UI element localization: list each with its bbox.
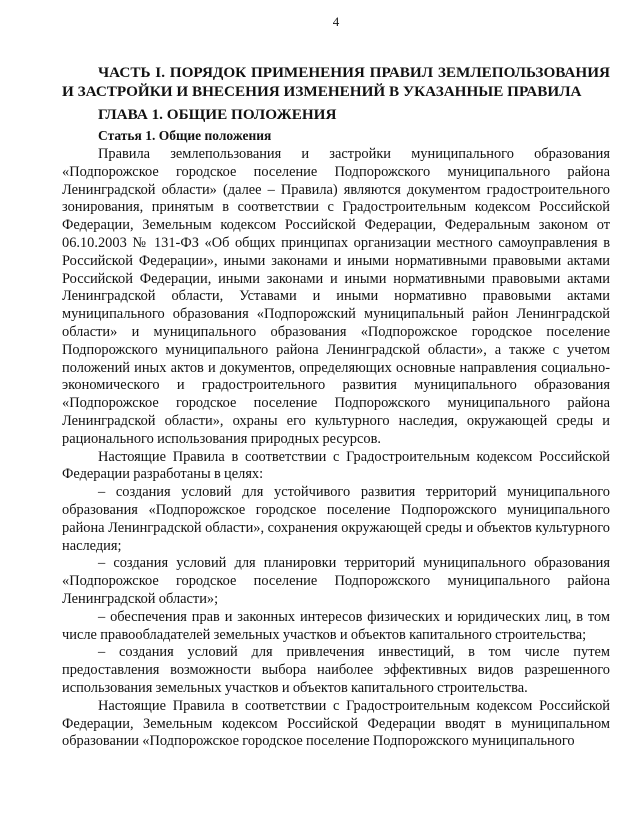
chapter-heading: ГЛАВА 1. ОБЩИЕ ПОЛОЖЕНИЯ <box>98 106 337 123</box>
part-heading: ЧАСТЬ I. ПОРЯДОК ПРИМЕНЕНИЯ ПРАВИЛ ЗЕМЛЕПОЛЬЗОВАНИЯ И ЗАСТРОЙКИ И ВНЕСЕНИЯ ИЗМЕНЕНИЙ В УКАЗАННЫЕ ПРАВИЛА <box>62 64 610 100</box>
list-item: – создания условий для устойчивого развития территорий муниципального образования «Подпорожское городское поселение Подпорожского муниципального района Ленинградской области», сохранения окружающей среды и объектов культурного наследия; <box>62 484 610 554</box>
article-heading: Статья 1. Общие положения <box>98 128 272 143</box>
page-number: 4 <box>332 14 340 29</box>
body-paragraph: Настоящие Правила в соответствии с Градостроительным кодексом Российской Федерации разработаны в целях: <box>62 448 610 483</box>
list-item: – создания условий для привлечения инвестиций, в том числе путем предоставления возможности выбора наиболее эффективных видов разрешенного использования земельных участков и объектов капитального строительства. <box>62 644 610 696</box>
document-page <box>62 14 610 751</box>
closing-paragraph: Настоящие Правила в соответствии с Градостроительным кодексом Российской Федерации, Земельным кодексом Российской Федерации вводят в муниципальном образовании «Подпорожское городское поселение Подпорожского муниципального <box>62 697 610 750</box>
list-item: – обеспечения прав и законных интересов физических и юридических лиц, в том числе правообладателей земельных участков и объектов капитального строительства; <box>62 608 610 643</box>
list-item: – создания условий для планировки территорий муниципального образования «Подпорожское городское поселение Подпорожского муниципального района Ленинградской области»; <box>62 555 610 607</box>
body-paragraph: Правила землепользования и застройки муниципального образования «Подпорожское городское поселение Подпорожского муниципального района Ленинградской области» (далее – Правила) являются документом градостроительного зонирования, принятым в соответствии с Градостроительным кодексом Российской Федерации, Земельным кодексом Российской Федерации, Федеральным законом от 06.10.2003 № 131-ФЗ «Об общих принципах организации местного самоуправления в Российской Федерации», иными законами и иными нормативными правовыми актами Российской Федерации, иными законами и иными нормативными правовыми актами Ленинградской области, Уставами и иными нормативно правовыми актами муниципального образования «Подпорожский муниципальный район Ленинградской области» и муниципального образования «Подпорожское городское поселение Подпорожского муниципального района Ленинградской области», а также с учетом положений иных актов и документов, определяющих основные направления социально-экономического и градостроительного развития муниципального образования «Подпорожское городское поселение Подпорожского муниципального района Ленинградской области», охраны его культурного наследия, окружающей среды и рационального использования природных ресурсов. <box>62 146 610 447</box>
